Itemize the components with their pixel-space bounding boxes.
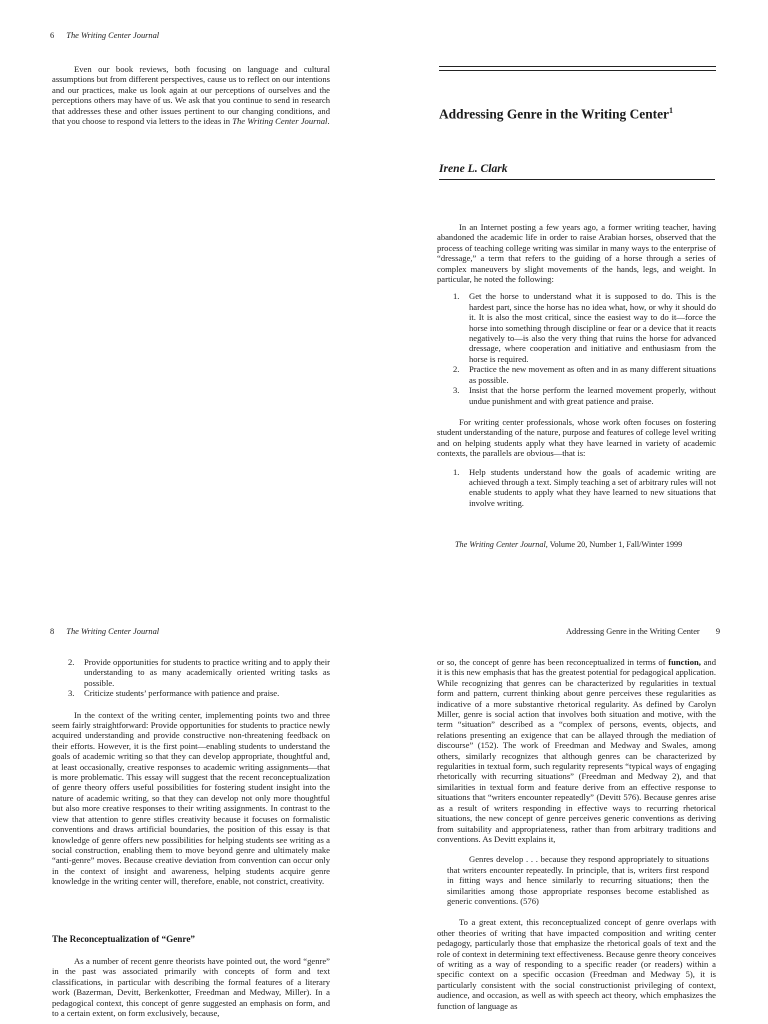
list-text: Provide opportunities for students to practice writing and to apply their understanding to as many academically oriented writing tasks as possible. xyxy=(84,657,330,688)
title-rule-bottom xyxy=(439,70,716,71)
list-item xyxy=(437,385,716,406)
author-name: Irene L. Clark xyxy=(439,162,508,175)
dressage-list xyxy=(437,291,716,405)
paragraph-text: and it is this new emphasis that has the greatest potential for pedagogical application. While recognizing that genres can be characterized by regularities in textual form and pattern, current thinking about genre perceives these regularities as indicative of a more substantive rhetorical regularity. As defined by Carolyn Miller, genre is social action that involves both situation and motive, with the term “situation” described as a “complex of persons, events, objects, and relations presenting an exigence that can be allayed through the mediation of discourse” (152). The work of Freedman and Medway and Swales, among others, similarly recognizes that although genres can be characterized by regularities in textual form, such regularity represents “typical ways of engaging rhetorically with recurring situations” (Freedman and Medway 2), and that similarities in textual form and feature derive from an effective response to situations that “writers encounter repeatedly” (Devitt 576). Because genres arise as a result of writers responding in effective ways to recurring rhetorical situations, the new concept of genre perceives generic conventions as deriving from suitability and appropriateness, rather than from arbitrary traditions and conventions. As Devitt explains it, xyxy=(437,657,716,844)
paragraph-text: Even our book reviews, both focusing on language and cultural assumptions but from different perspectives, cause us to reflect on our intentions and our practices, make us look again at our perceptions of ourselves and the perceptions others may have of us. We ask that you continue to send in research that addresses these and other issues pertinent to our changing conditions, and that you choose to respond via letters to the ideas in xyxy=(52,64,330,127)
context-paragraph: In the context of the writing center, implementing points two and three seem fairly straightforward: Provide opportunities for students to practice newly acquired understanding and provide constructive non-threatening feedback on their efforts. However, it is the first point—enabling students to understand the goals of academic writing so that they can develop appropriate, thoughtful and, at least occasionally, creative responses to academic writing assignments—that is more problematic. This essay will suggest that the recent reconceptualization of genre theory offers useful possibilities for fostering student insight into the nature of academic writing, so that they can develop not only more thoughtful but also more creative responses to their writing assignments. In contrast to the view that attention to genre stifles creativity because it focuses on formalistic conventions and draws artificial boundaries, the position of this essay is that knowledge of genre offers new possibilities for helping students see writing as a social construction, enabling them to move beyond genre and ultimately make “anti-genre” moves. Because creative deviation from convention can occur only in the context of insight and awareness, helping students acquire genre knowledge in the writing center will, therefore, enable, not constrict, creativity. xyxy=(52,709,330,887)
list-item xyxy=(437,467,716,509)
journal-footer xyxy=(455,540,682,549)
list-number: 2. xyxy=(453,364,460,375)
paragraph-text: or so, the concept of genre has been reconceptualized in terms of xyxy=(437,657,669,667)
function-paragraph xyxy=(437,657,716,844)
list-item xyxy=(437,291,716,364)
title-rule-top xyxy=(439,66,716,67)
page-9-body xyxy=(437,657,716,1011)
journal-name: The Writing Center Journal xyxy=(232,116,328,127)
list-text: Get the horse to understand what it is supposed to do. This is the hardest part, since the horse has no idea what, how, or why it should do it. It is also the most critical, since the easiest way to do it—force the horse into something through discipline or fear or a device that it reacts negatively to—is also the very thing that ruins the horse for advanced dressage, where cooperation and initiative and enthusiasm from the horse is required. xyxy=(469,291,716,364)
running-header-right xyxy=(566,627,720,636)
running-header xyxy=(50,627,159,636)
page-number: 6 xyxy=(50,31,55,40)
page-number: 9 xyxy=(715,627,720,636)
section-heading: The Reconceptualization of “Genre” xyxy=(52,934,195,944)
running-head-title: The Writing Center Journal xyxy=(66,31,160,40)
list-number: 1. xyxy=(453,466,460,477)
genre-paragraph: As a number of recent genre theorists have pointed out, the word “genre” in the past was associated primarily with concepts of form and text classifications, in particular with describing the formal features of a literary work (Bazerman, Devitt, Berkenkotter, Freedman and Medway, Miller). In a pedagogical context, this concept of genre suggested an emphasis on form, and to a certain extent, on form exclusively, because, xyxy=(52,956,330,1019)
page-6 xyxy=(0,0,384,512)
writing-list xyxy=(437,467,716,509)
article-title xyxy=(439,106,673,122)
devitt-quote: Genres develop . . . because they respond appropriately to situations that writers encounter repeatedly. In principle, that is, writers first respond in fitting ways and hence similarly to recurring situations; then the similarities among those appropriate responses become established as generic conventions. (576) xyxy=(447,854,709,906)
footer-volume: , Volume 20, Number 1, Fall/Winter 1999 xyxy=(545,540,683,549)
title-text: Addressing Genre in the Writing Center xyxy=(439,106,670,122)
second-paragraph: For writing center professionals, whose work often focuses on fostering student understanding of the nature, purpose and features of college level writing and on helping students apply what they have learned in variety of academic contexts, the parallels are obvious—that is: xyxy=(437,416,716,459)
emphasis-function: function, xyxy=(668,657,701,667)
intro-paragraph: In an Internet posting a few years ago, a former writing teacher, having abandoned the academic life in order to raise Arabian horses, observed that the process of teaching college writing was similar in many ways to the enterprise of “dressage,” a term that refers to the guiding of a horse through a series of complex maneuvers by slight movements of the hands, legs, and weight. In particular, he noted the following: xyxy=(437,222,716,285)
page-7-body xyxy=(437,222,716,508)
footer-journal-name: The Writing Center Journal xyxy=(455,540,546,549)
overlap-paragraph: To a great extent, this reconceptualized concept of genre overlaps with other theories of writing that have impacted composition and writing center pedagogy, particularly those that emphasize the rhetorical goals of text and the role of context in determining text effectiveness. Because genre theory conceives of writing as a way of responding to a specific reader (or readers) within a specific context on a specific occasion (Freedman and Medway 5), it is particularly consistent with the social constructionist privileging of context, audience, and occasion, as well as with speech act theory, which emphasizes the function of language as xyxy=(437,917,716,1011)
list-text: Help students understand how the goals of academic writing are achieved through a text. Simply teaching a set of arbitrary rules will not enable students to apply what they have learned to new situations that involve writing. xyxy=(469,466,716,508)
author-rule xyxy=(439,179,715,180)
list-text: Practice the new movement as often and in as many different situations as possible. xyxy=(469,364,716,385)
list-item xyxy=(437,364,716,385)
continued-list xyxy=(52,657,330,699)
list-text: Insist that the horse perform the learned movement properly, without undue punishment and with great patience and praise. xyxy=(469,385,716,406)
list-number: 3. xyxy=(68,688,75,699)
editorial-paragraph xyxy=(52,64,330,126)
page-number: 8 xyxy=(50,627,55,636)
running-head-title: The Writing Center Journal xyxy=(66,627,160,636)
running-header xyxy=(50,31,159,40)
title-footnote-marker: 1 xyxy=(669,106,674,115)
list-number: 1. xyxy=(453,291,460,302)
list-text: Criticize students’ performance with patience and praise. xyxy=(84,688,280,699)
list-number: 2. xyxy=(68,657,75,667)
page-8-body xyxy=(52,657,330,887)
paragraph-end: . xyxy=(327,116,330,127)
running-head-title: Addressing Genre in the Writing Center xyxy=(566,627,700,636)
list-number: 3. xyxy=(453,385,460,396)
list-item xyxy=(52,657,330,688)
list-item xyxy=(52,688,330,698)
